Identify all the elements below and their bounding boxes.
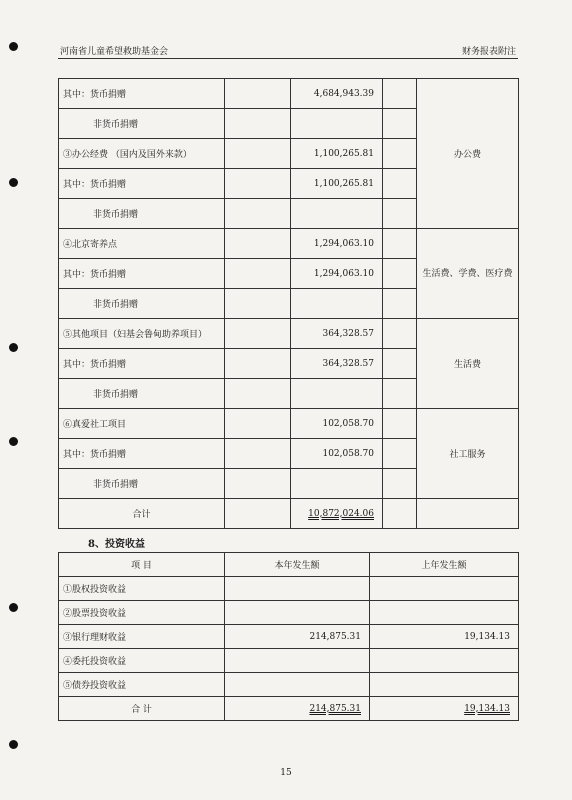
row-amount: 102,058.70 [291, 439, 383, 469]
row-label: 非货币捐赠 [59, 199, 225, 229]
total-row [59, 697, 519, 721]
table-row [59, 577, 519, 601]
row-label: ①股权投资收益 [59, 577, 225, 601]
row-label: ⑤其他项目（妇基会鲁甸助养项目） [59, 319, 225, 349]
section-title: 8、投资收益 [88, 539, 145, 550]
col-header-current: 本年发生额 [225, 553, 370, 577]
binder-hole-2 [9, 178, 18, 187]
row-label: 非货币捐赠 [59, 289, 225, 319]
row-label: 其中：货币捐赠 [59, 79, 225, 109]
row-label: 其中：货币捐赠 [59, 349, 225, 379]
row-amount: 1,294,063.10 [291, 259, 383, 289]
row-current [225, 601, 370, 625]
table-row [59, 79, 519, 109]
table-header-row [59, 553, 519, 577]
usage-cell: 办公费 [417, 79, 519, 229]
row-amount: 1,100,265.81 [291, 169, 383, 199]
row-label: ③办公经费 （国内及国外来款） [59, 139, 225, 169]
row-amount: 364,328.57 [291, 319, 383, 349]
row-label: 非货币捐赠 [59, 469, 225, 499]
table-row [59, 409, 519, 439]
binder-hole-1 [9, 42, 18, 51]
binder-hole-3 [9, 343, 18, 352]
row-label: 其中：货币捐赠 [59, 439, 225, 469]
row-amount [291, 109, 383, 139]
row-amount: 4,684,943.39 [291, 79, 383, 109]
total-label: 合计 [59, 499, 225, 529]
donation-table [58, 78, 519, 529]
table-row [59, 673, 519, 697]
row-label: ⑥真爱社工项目 [59, 409, 225, 439]
row-amount [291, 379, 383, 409]
row-label: 非货币捐赠 [59, 379, 225, 409]
row-label: 其中：货币捐赠 [59, 169, 225, 199]
total-label: 合 计 [59, 697, 225, 721]
table-row [59, 229, 519, 259]
row-prior [370, 577, 519, 601]
row-amount: 1,294,063.10 [291, 229, 383, 259]
row-label: ⑤债券投资收益 [59, 673, 225, 697]
row-label: ④北京寄养点 [59, 229, 225, 259]
org-name: 河南省儿童希望救助基金会 [60, 47, 169, 57]
row-label: 其中：货币捐赠 [59, 259, 225, 289]
col-header-prior: 上年发生额 [370, 553, 519, 577]
row-amount: 364,328.57 [291, 349, 383, 379]
investment-income-table [58, 552, 519, 721]
row-amount [291, 469, 383, 499]
row-label: ③银行理财收益 [59, 625, 225, 649]
row-amount [291, 289, 383, 319]
row-current [225, 577, 370, 601]
row-amount: 1,100,265.81 [291, 139, 383, 169]
table-row [59, 601, 519, 625]
table-row [59, 319, 519, 349]
row-label: 非货币捐赠 [59, 109, 225, 139]
row-current: 214,875.31 [225, 625, 370, 649]
row-current [225, 649, 370, 673]
usage-cell: 社工服务 [417, 409, 519, 499]
usage-cell: 生活费 [417, 319, 519, 409]
table-row [59, 649, 519, 673]
row-label: ②股票投资收益 [59, 601, 225, 625]
binder-hole-6 [9, 740, 18, 749]
row-label: ④委托投资收益 [59, 649, 225, 673]
page-header [58, 40, 518, 59]
row-amount: 102,058.70 [291, 409, 383, 439]
total-prior: 19,134.13 [370, 697, 519, 721]
table-row [59, 625, 519, 649]
total-row [59, 499, 519, 529]
col-header-item: 项 目 [59, 553, 225, 577]
page-number: 15 [280, 768, 292, 778]
usage-cell: 生活费、学费、医疗费 [417, 229, 519, 319]
row-prior [370, 601, 519, 625]
row-current [225, 673, 370, 697]
row-prior: 19,134.13 [370, 625, 519, 649]
total-current: 214,875.31 [225, 697, 370, 721]
row-amount [291, 199, 383, 229]
row-prior [370, 649, 519, 673]
total-amount: 10,872,024.06 [291, 499, 383, 529]
doc-title: 财务报表附注 [461, 47, 516, 57]
row-prior [370, 673, 519, 697]
binder-hole-4 [9, 437, 18, 446]
binder-hole-5 [9, 603, 18, 612]
